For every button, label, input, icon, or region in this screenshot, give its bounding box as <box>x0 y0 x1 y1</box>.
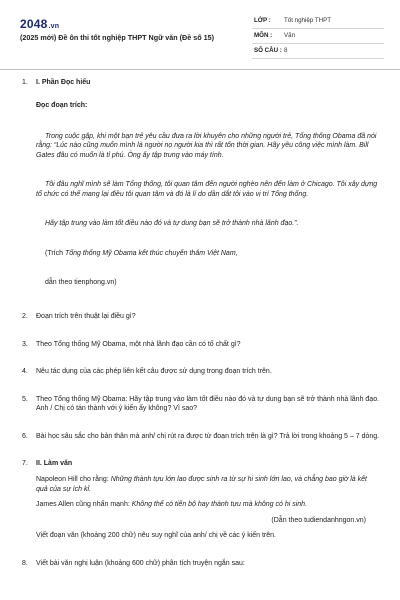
question-text: Theo Tổng thống Mỹ Obama, một nhà lãnh đạo cần có tố chất gì? <box>36 340 241 348</box>
question-number: 4. <box>22 368 28 376</box>
section-heading: I. Phần Đọc hiểu <box>36 79 91 86</box>
meta-table <box>252 14 384 59</box>
reading-subheading: Đọc đoạn trích: <box>36 102 88 110</box>
meta-value: 8 <box>284 47 288 54</box>
reading-block <box>0 101 400 287</box>
question-2 <box>0 312 400 321</box>
meta-value: Văn <box>284 32 296 39</box>
passage-paragraph-2: Tôi đâu nghĩ mình sẽ làm Tổng thống, tôi quan tâm đến người nghèo nên đến làm ở Chicago. Tôi xây dựng tổ chức có thể mang lại điều tôi quan tâm và đó là lí do dần dắt tôi vào vị trí Tổng thống. <box>36 181 378 198</box>
question-5 <box>0 395 400 414</box>
passage-source <box>36 249 382 258</box>
section-heading: II. Làm văn <box>36 460 73 467</box>
header-divider <box>0 69 400 70</box>
meta-row-count <box>252 44 384 59</box>
site-logo[interactable] <box>20 16 59 32</box>
question-text: Theo Tổng thống Mỹ Obama: Hãy tập trung vào làm tốt điều nào đó và tự dung bạn sẽ trở thành nhà lãnh đạo. Anh / Chị có tán thành với ý kiến ấy không? Vì sao? <box>36 395 380 413</box>
page-title: (2025 mới) Đề ôn thi tốt nghiệp THPT Ngữ văn (Đề số 15) <box>20 33 215 42</box>
question-7 <box>0 459 400 541</box>
page-header <box>0 0 400 70</box>
quote-1-prefix: Napoleon Hill cho rằng: <box>36 476 111 484</box>
passage-source-link: dẫn theo tienphong.vn) <box>45 278 117 286</box>
question-text: Nêu tác dụng của các phép liên kết câu được sử dụng trong đoạn trích trên. <box>36 368 272 376</box>
meta-key: LỚP : <box>254 17 271 24</box>
passage-paragraph-1: Trong cuộc gặp, khi một bạn trẻ yêu cầu đưa ra lời khuyên cho những người trẻ, Tổng thống Obama đã nói rằng: “Lúc nào cũng muốn mình là người nọ người kia thì rất tốn thời gian. Hãy yêu công việc mình làm. Bill Gates đâu có muốn là tỉ phú. Ông ấy tập trung vào máy tính. <box>36 132 377 159</box>
passage-paragraph-3: Hãy tập trung vào làm tốt điều nào đó và tự dung bạn sẽ trở thành nhà lãnh đạo.”. <box>45 220 299 228</box>
logo-main: 2048 <box>20 17 48 31</box>
meta-row-class <box>252 14 384 29</box>
question-1 <box>0 78 400 87</box>
question-number: 2. <box>22 313 28 321</box>
exam-content <box>0 78 400 568</box>
question-number: 3. <box>22 340 28 348</box>
quote-2 <box>36 500 380 509</box>
question-6 <box>0 432 400 441</box>
quote-1 <box>36 475 380 494</box>
question-text: Đoạn trích trên thuật lại điều gì? <box>36 313 136 321</box>
meta-value: Tốt nghiệp THPT <box>284 17 332 24</box>
source-title: Tổng thống Mỹ Obama kết thúc chuyến thăm Việt Nam, <box>64 249 238 257</box>
question-number: 5. <box>22 395 28 403</box>
question-4 <box>0 367 400 376</box>
question-number: 6. <box>22 432 28 440</box>
question-3 <box>0 340 400 349</box>
source-prefix: (Trích <box>45 249 65 257</box>
question-number: 8. <box>22 559 28 567</box>
question-text: Viết bài văn nghị luận (khoảng 600 chữ) phân tích truyện ngắn sau: <box>36 559 245 567</box>
meta-key: SỐ CÂU : <box>254 47 282 54</box>
question-number: 1. <box>22 79 28 86</box>
question-8 <box>0 559 400 568</box>
quote-1-text: Những thành tựu lớn lao được sinh ra từ sự hi sinh lớn lao, và chẳng bao giờ là kết quả của sự ích kỉ. <box>36 476 367 493</box>
question-number: 7. <box>22 460 28 467</box>
meta-key: MÔN : <box>254 32 273 39</box>
quote-source: (Dẫn theo tudiendanhngon.vn) <box>271 516 366 524</box>
quote-2-text: Không thể có tiến bộ hay thành tựu mà không có hi sinh. <box>131 501 308 509</box>
question-text: Bài học sâu sắc cho bản thân mà anh/ chị rút ra được từ đoạn trích trên là gì? Trả lời trong khoảng 5 – 7 dòng. <box>36 432 380 440</box>
meta-row-subject <box>252 29 384 44</box>
question-text: Viết đoạn văn (khoảng 200 chữ) nêu suy nghĩ của anh/ chị về các ý kiến trên. <box>36 532 276 540</box>
quote-2-prefix: James Allen cũng nhấn mạnh: <box>36 501 132 509</box>
logo-suffix: .vn <box>48 23 60 30</box>
